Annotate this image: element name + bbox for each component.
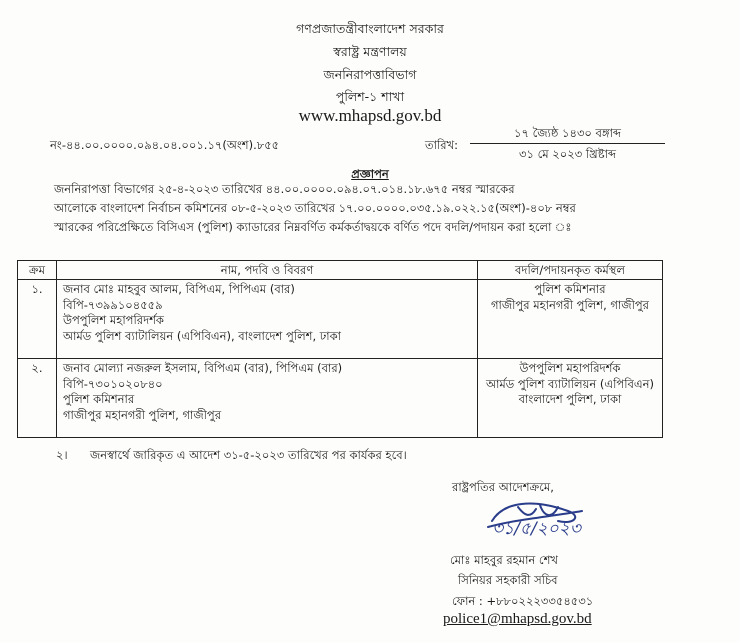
officer-designation: উপপুলিশ মহাপরিদর্শক bbox=[63, 313, 164, 327]
body-line-1: জননিরাপত্তা বিভাগের ২৫-৪-২০২৩ তারিখের ৪৪.০০.০০০০.০৯৪.০৭.০১৪.১৮.৬৭৫ নম্বর স্মারকের bbox=[54, 182, 515, 196]
officer-workplace: আর্মড পুলিশ ব্যাটালিয়ন (এপিবিএন), বাংলাদেশ পুলিশ, ঢাকা bbox=[63, 328, 342, 343]
row-posting bbox=[478, 359, 663, 438]
date-block bbox=[470, 123, 665, 164]
header-serial: ক্রম bbox=[18, 261, 57, 280]
order-line: রাষ্ট্রপতির আদেশক্রমে, bbox=[452, 480, 554, 494]
body-line-2: আলোকে বাংলাদেশ নির্বাচন কমিশনের ০৮-৫-২০২৩ তারিখের ১৭.০০.০০০০.০৩৫.১৯.০২২.১৫(অংশ)-৪০৮ নম্বর bbox=[54, 201, 576, 215]
memo-number: নং-৪৪.০০.০০০০.০৯৪.০৪.০০১.১৭(অংশ).৮৫৫ bbox=[50, 138, 280, 152]
row-serial: ২. bbox=[18, 359, 57, 438]
table-row bbox=[18, 280, 663, 359]
clause-number: ২। bbox=[56, 448, 68, 462]
signed-date: ৩১/৫/২০২৩ bbox=[492, 519, 581, 539]
transfer-table bbox=[17, 260, 663, 438]
clause-text: জনস্বার্থে জারিকৃত এ আদেশ ৩১-৫-২০২৩ তারিখের পর কার্যকর হবে। bbox=[90, 448, 407, 462]
govt-name: গণপ্রজাতন্ত্রীবাংলাদেশ সরকার bbox=[296, 21, 444, 36]
date-label: তারিখ: bbox=[425, 138, 459, 152]
date-bangla: ১৭ জ্যৈষ্ঠ ১৪৩০ বঙ্গাব্দ bbox=[470, 123, 665, 144]
officer-name: জনাব মোঃ মাহবুব আলম, বিপিএম, পিপিএম (বার) bbox=[63, 282, 295, 296]
officer-bp-number: বিপি-৭৩৯৯১০৪৫৫৯ bbox=[63, 297, 163, 312]
posting-location: বাংলাদেশ পুলিশ, ঢাকা bbox=[518, 392, 622, 406]
officer-workplace: গাজীপুর মহানগরী পুলিশ, গাজীপুর bbox=[63, 407, 222, 422]
officer-designation: পুলিশ কমিশনার bbox=[63, 392, 135, 406]
row-serial: ১. bbox=[18, 280, 57, 359]
website-link: www.mhapsd.gov.bd bbox=[298, 106, 442, 125]
posting-workplace: গাজীপুর মহানগরী পুলিশ, গাজীপুর bbox=[490, 297, 650, 312]
officer-name: জনাব মোল্যা নজরুল ইসলাম, বিপিএম (বার), পিপিএম (বার) bbox=[63, 361, 343, 375]
table-row bbox=[18, 359, 663, 438]
notification-title: প্রজ্ঞাপন bbox=[351, 167, 389, 181]
row-posting bbox=[478, 280, 663, 359]
signatory-designation: সিনিয়র সহকারী সচিব bbox=[458, 573, 558, 587]
signatory-phone: ফোন : +৮৮০২২২৩৩৫৪৫৩১ bbox=[452, 594, 594, 608]
division-name: জননিরাপত্তাবিভাগ bbox=[323, 67, 417, 82]
posting-designation: উপপুলিশ মহাপরিদর্শক bbox=[519, 361, 621, 375]
branch-name: পুলিশ-১ শাখা bbox=[335, 89, 405, 104]
ministry-name: স্বরাষ্ট্র মন্ত্রণালয় bbox=[333, 44, 407, 59]
posting-workplace: আর্মড পুলিশ ব্যাটালিয়ন (এপিবিএন) bbox=[486, 376, 654, 391]
row-details bbox=[57, 280, 478, 359]
signatory-name: মোঃ মাহবুর রহমান শেখ bbox=[450, 553, 558, 567]
header-details: নাম, পদবি ও বিবরণ bbox=[57, 261, 478, 280]
posting-designation: পুলিশ কমিশনার bbox=[534, 282, 606, 296]
header-posting: বদলি/পদায়নকৃত কর্মস্থল bbox=[478, 261, 663, 280]
signatory-email: police1@mhapsd.gov.bd bbox=[443, 611, 592, 627]
row-details bbox=[57, 359, 478, 438]
body-line-3: স্মারকের পরিপ্রেক্ষিতে বিসিএস (পুলিশ) ক্যাডারের নিম্নবর্ণিত কর্মকর্তাদ্বয়কে বর্ণিত পদে বদলি/পদায়ন করা হলো ঃ bbox=[54, 220, 572, 234]
date-gregorian: ৩১ মে ২০২৩ খ্রিষ্টাব্দ bbox=[518, 147, 616, 161]
officer-bp-number: বিপি-৭৩০১০২০৮৪০ bbox=[63, 376, 163, 391]
table-header-row bbox=[18, 261, 663, 280]
